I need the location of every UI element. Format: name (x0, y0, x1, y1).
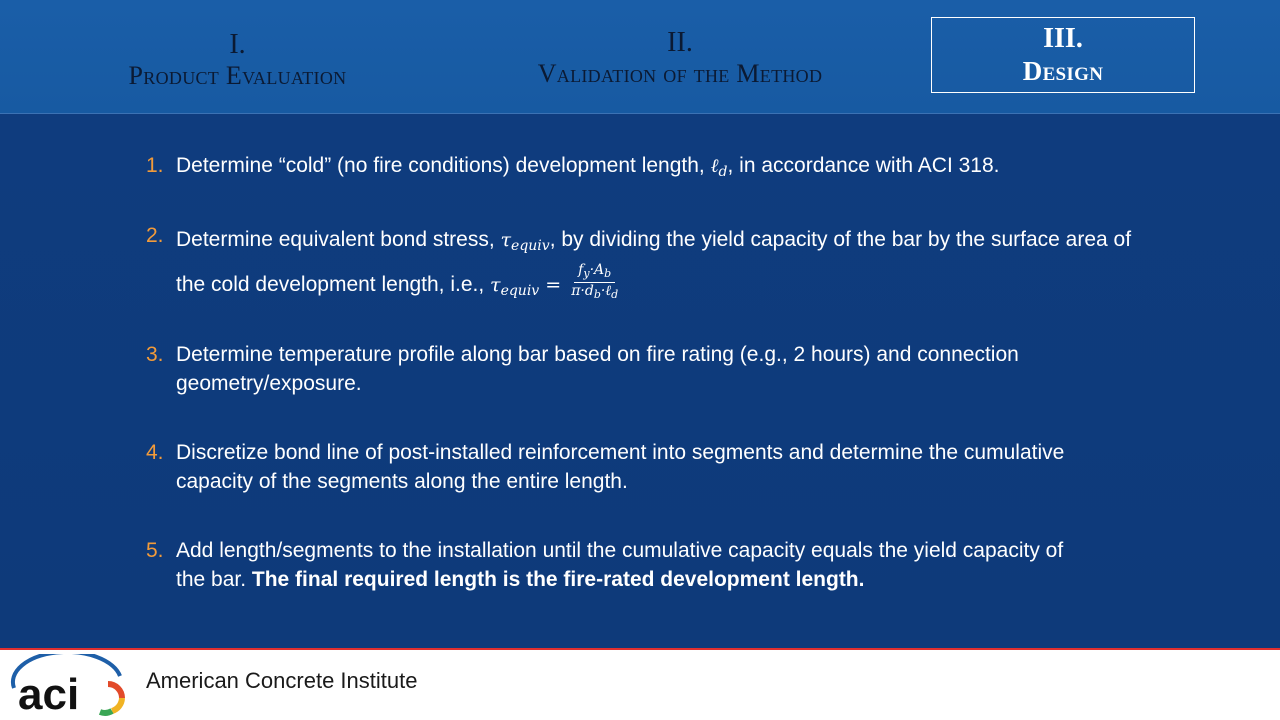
step-item (146, 221, 1146, 310)
step-text: Discretize bond line of post-installed reinforcement into segments and determine the cumulative capacity of the segments along the entire length. (176, 441, 1065, 493)
math-fraction (567, 262, 622, 303)
step-item (146, 340, 1146, 398)
math-tau: $\tau_{equiv}$ (490, 274, 540, 300)
step-text: Add length/segments to the installation until the cumulative capacity equals the yield capacity of the bar. The final required length is the fire-rated development length. (176, 539, 1064, 591)
step-text: Determine “cold” (no fire conditions) development length, ℓ$_d$, in accordance with ACI 318. (176, 154, 1000, 180)
section-numeral: I. (229, 28, 246, 60)
fraction-denominator: $\pi\cdot d_b\cdot\ell_d$ (571, 283, 619, 301)
step-number: 4. (146, 441, 164, 464)
step-number: 2. (146, 224, 164, 247)
step-emphasis: The final required length is the fire-rated development length. (251, 568, 865, 591)
step-text: Determine temperature profile along bar based on fire rating (e.g., 2 hours) and connection geometry/exposure. (176, 343, 1019, 395)
svg-text:aci: aci (18, 670, 80, 716)
step-text: Determine equivalent bond stress, $\tau_{equiv}$, by dividing the yield capacity of the bar by the surface area of the cold development length, i.e., $\tau_{equiv}$ = $\frac{f_y\cdot A_b}{\pi\cdot d_b\cdot\ell_d}$ (176, 228, 1132, 301)
fraction-numerator: $f_y\cdot A_b$ (574, 262, 615, 283)
section-numeral: III. (1043, 23, 1083, 55)
aci-logo (8, 654, 130, 716)
step-item (146, 438, 1146, 496)
section-validation (470, 0, 890, 114)
section-design-active (931, 17, 1195, 93)
math-ld: ℓ$_d$ (710, 155, 728, 180)
section-header (0, 0, 1280, 114)
step-number: 3. (146, 343, 164, 366)
step-number: 1. (146, 154, 164, 177)
math-tau: $\tau_{equiv}$ (500, 229, 550, 254)
section-numeral: II. (667, 26, 693, 58)
step-item (146, 151, 1146, 187)
step-number: 5. (146, 539, 164, 562)
section-title: Validation of the Method (537, 59, 823, 89)
section-product-evaluation (60, 0, 415, 114)
section-title: Product Evaluation (128, 61, 347, 91)
step-item (146, 536, 1146, 594)
organization-name: American Concrete Institute (146, 668, 418, 693)
section-title: Design (1022, 55, 1104, 86)
